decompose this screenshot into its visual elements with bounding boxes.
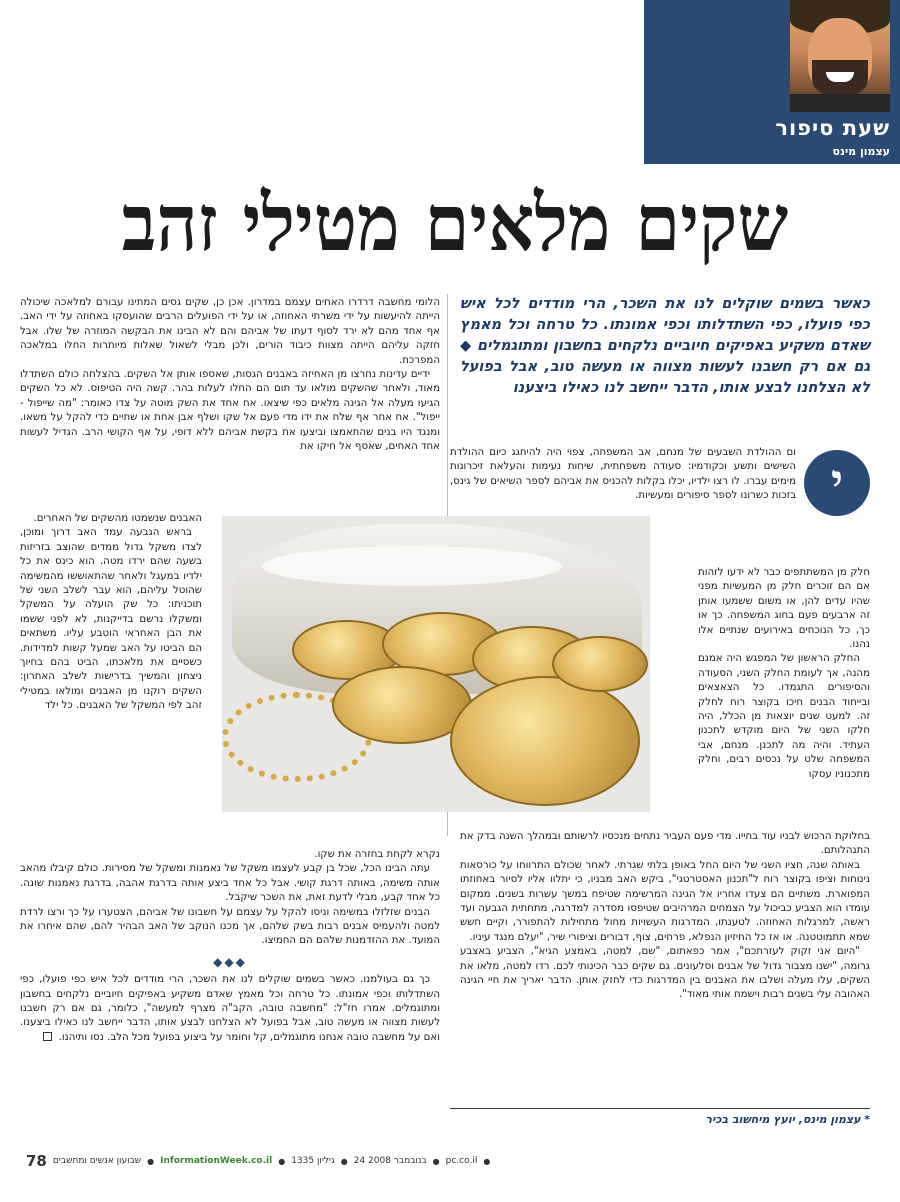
column-author: עצמון מינס — [832, 145, 890, 158]
right-narrow-column — [698, 566, 870, 782]
column-header — [644, 0, 900, 164]
body-paragraph: באותה שנה, חציו השני של היום החל באופן בלתי שגרתי. לאחר שכולם התרווחו על כורסאות נינוחות וציפו בקוצר רוח ל"תכנון האסטרטגי", ביקש האב מבניו, כי יתלוו אליו לסיור באחוזתו המפוארת. משתיים הם צעדו אחריו אל הגינה המרשימה שטיפח במשך עשרות בשנים. ממקום עומדו הוא הצביע כביכול על הצמחים המרהיבים שטיפסו מסדרה למדרגה, מתחתית הגבעה ועד ראשה, למרגלות האחוזה. לטענתו, המדרגות העשויות מחול מתחילות להתפורר, וקיים חשש שמא תתמוטטנה. או אז כל החיזיון הנפלא, פרחים, צוף, דבורים וציפורי שיר, "יעלם מנגד עיניו. — [460, 859, 870, 943]
left-narrow-column — [20, 512, 202, 714]
right-lower-column — [460, 830, 870, 1003]
body-paragraph: בראש הגבעה עמד האב דרוך ומוכן, לצדו משקל גדול ממדים שהוצב בזריזות בשעה שהם ירדו מטה. הוא כינס את כל ילדיו במעגל ולאחר שהתאוששו מהמשימה שהוטל עליהם, הוא עבר לשלב השני של תוכניתו: כל שק הועלה על המשקל ומשקלו נרשם בדייקנות, לא לפני ששמו את הבן האחראי הוטבע עליו. משתאים הם הביטו על האב שמעל קשות למדידות. כשסיים את מלאכתו, הביט בהם בחיוך ניצחון והמשיך בדרישות לשלב האחרון: השקים רוקנו מן האבנים ומולאו במטילי זהב לפי המשקל של האבנים. כל ילד — [20, 527, 202, 712]
body-paragraph: בחלוקת הרכוש לבניו עוד בחייו. מדי פעם העביר נתחים מנכסיו לרשותם ובמהלך השנה בדק את התנהלותם. — [460, 831, 870, 857]
body-paragraph: החלק הראשון של המפגש היה אמנם מהנה, אך לעומת החלק השני, הסעודה והסיפורים התגמדו. כל הצאצאים ובייחוד הבנים חיכו בקוצר רוח לחלק זה. למעט שנים יוצאות מן הכלל, היה חלקו השני של היום מוקדש לתכנון העתיד. והיה מה לתכנן. מנחם, אבי המשפחה שלט על נכסים רבים, וחלק מתכנוניו עסקו — [698, 653, 870, 780]
closing-paragraph — [20, 973, 440, 1045]
right-column-intro — [450, 446, 870, 516]
issue-number: גיליון 1335 — [291, 1156, 335, 1166]
lead-paragraph: כאשר בשמים שוקלים לנו את השכר, הרי מודדים לכל איש כפי פועלו, כפי השתדלותו וכפי אמונתו. כל טרחה וכל מאמץ שאדם משקיע באפיקים חיוביים נלקחים בחשבון ומתוגמלים ◆ גם אם רק חשבנו לעשות מצווה או מעשה טוב, אבל בפועל לא הצלחנו לבצע אותו, הדבר ייחשב לנו כאילו ביצענו — [460, 296, 870, 396]
body-paragraph: נקרא לקחת בחזרה את שקו. — [314, 849, 440, 860]
domain-link[interactable]: pc.co.il — [445, 1156, 478, 1166]
site-link[interactable]: InformationWeek.co.il — [160, 1156, 273, 1166]
author-credit: * עצמון מינס, יועץ מיחשוב בכיר — [450, 1108, 870, 1126]
body-paragraph: "היום אני זקוק לעזרתכם", אמר כפאתום, "שם, למטה, באמצע הגיא", הצביע באצבע גרומה, "ישנו מצבור גדול של אבנים וסלעונים. גם שקים כבר הכינותי לכם. רדו למטה, מלאו את השקים, עלו מעלה ושלבו את האבנים בין המדרגות כדי לחזק אותן. הדבר יאריך את חיי הגינה האהובה עלי בשנים רבות וישמח אותי מאוד". — [460, 946, 870, 1001]
body-paragraph: הלומי מחשבה דרדרו האחים עצמם במדרון. אכן כן, שקים גסים המתינו עבורם למלאכה שיכולה הייתה להיעשות על ידי משרתי האחוזה, או על ידי הפועלים הרבים שהועסקו באחוזה על ידי האב. אף אחד מהם לא ירד לסוף דעתו של אביהם והם לא הבינו את הבקשה המוזרה של שלו. אבל חזקה עליהם הייתה מצוות כיבוד הורים, ולכן מבלי לשאול שאלות מיותרות החלו במלאכה המפרכת. — [20, 297, 440, 366]
gold-coins-photo — [222, 516, 650, 812]
end-mark-icon — [43, 1032, 52, 1041]
body-paragraph: הבנים שזלזלו במשימה וניסו להקל על עצמם על חשבונו של אביהם, הצטערו על כך ורצו לרדת למטה ולהעמיס אבנים רבות בשק שלהם, אך מכנו הנוקב של האב הבהיר להם, שהם איחרו את המועד. את ההזדמנות שלהם הם החמיצו. — [20, 906, 440, 947]
drop-cap: י — [804, 450, 870, 516]
body-paragraph: עתה הבינו הכל, שכל בן קבע לעצמו משקל של נאמנות ומשקל של מסירות. כולם קיבלו מהאב אותה משימה, באותה דרגת קושי. אבל כל אחד ביצע אותה בדרגת אהבה, בדרגת נאמנות שונה. כל אחד קבע, מבלי לדעת זאת, את השכר שיקבל. — [20, 863, 440, 904]
closing-text: כך גם בעולמנו. כאשר בשמים שוקלים לנו את השכר, הרי מודדים לכל איש כפי פועלו, כפי השתדלותו וכפי אמונתו. כל טרחה וכל מאמץ שאדם משקיע באפיקים חיוביים נלקחים בחשבון ומתוגמלים. אמרו חז"ל: "מחשבה טובה, הקב"ה מצרף למעשה", כלומר, גם אם רק חשבנו לעשות מצווה או מעשה טוב, אבל בפועל לא הצלחנו לבצע אותו, הדבר ייחשב לנו כאילו ביצענו. ואם על מחשבה טובה אנחנו מתוגמלים, קל וחומר על ביצוע בפועל מכל הלב. נסו ותיהנו. — [20, 974, 440, 1043]
body-paragraph: ום ההולדת השבעים של מנחם, אב המשפחה, צפוי היה להיחגג כיום ההולדת השישים ותשע וכקודמיו: סעודה משפחתית, שיחות נעימות והעלאת זיכרונות מימים עברו. לו רצו ילדיו, יכלו בקלות להכניס את אביהם לספר השיאים של גינס, בזכות כשרונו לספר סיפורים ומעשיות. — [450, 447, 796, 502]
headline: שקים מלאים מטילי זהב — [121, 178, 789, 269]
left-lower-column — [20, 848, 440, 1045]
section-divider-diamonds: ◆◆◆ — [213, 954, 247, 969]
page-number: 78 — [26, 1152, 47, 1170]
page-footer: 78 שבועון אנשים ומחשבים ● InformationWeek.co.il ● גיליון 1335 ● 24 בנובמבר 2008 ● pc.co.il ● — [26, 1152, 491, 1170]
body-paragraph: ידיים עדינות נחרצו מן האחיזה באבנים הגסות, שאספו אותן אל השקים. בהצלחה כולם השתדלו מאוד, ולאחר שהשקים מולאו עד תום הם החלו לעלות בהר. קשה היה הטיפוס. לא כל השקים הגיעו מעלה אל הגינה מלאים כפי שיצאו. אח אחד את השק מוטה על צדו כאומר: "מה שייפול - ייפול". אח אחר אף שלח את ידו מדי פעם אל שקו ושלף אבן אחת או שתיים כדי להקל על משאו. ומנגד היו בנים שהתאמצו וביצעו את בקשת אביהם ללא דופי, על אף הקושי הרב. הגדיל לעשות אחד האחים, שאסף אל חיקו את — [20, 369, 440, 453]
author-photo — [790, 0, 890, 112]
body-paragraph: האבנים שנשמטו מהשקים של האחרים. — [33, 513, 202, 524]
body-paragraph: חלק מן המשתתפים כבר לא ידעו לזהות אם הם זוכרים חלק מן המעשיות מפני שהיו עדים להן, או משום ששמעו אותן זה ארבעים פעם בחוג המשפחה. כך או כך, כל הנוכחים באירועים שנתיים אלו נהנו. — [698, 567, 870, 651]
issue-date: 24 בנובמבר 2008 — [353, 1156, 427, 1166]
column-title: שעת סיפור — [775, 116, 890, 140]
left-column-top — [20, 296, 440, 454]
publication-name: שבועון אנשים ומחשבים — [52, 1156, 142, 1166]
